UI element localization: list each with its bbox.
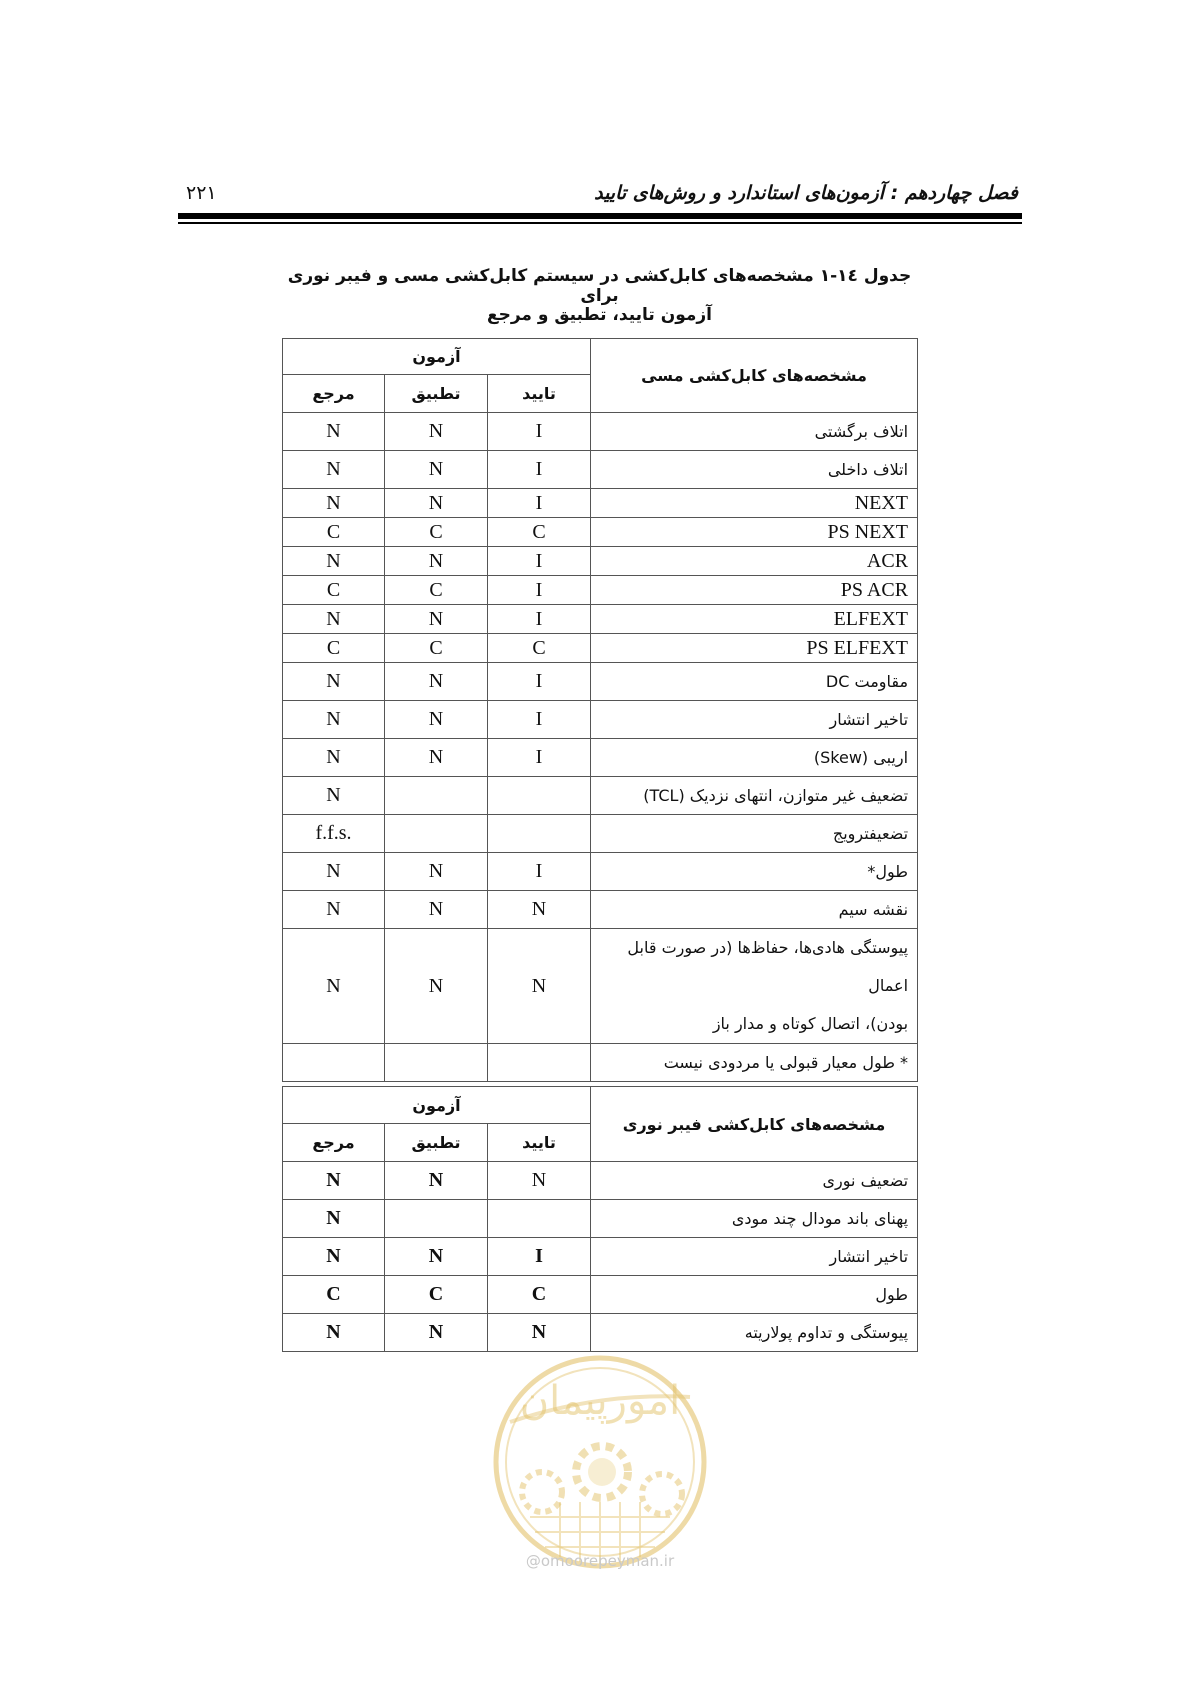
- conform-cell: [385, 815, 488, 853]
- reference-cell: f.f.s.: [283, 815, 385, 853]
- watermark-logo-text: امورپیمان: [519, 1378, 681, 1424]
- verify-cell: I: [488, 451, 591, 489]
- parameter-cell: پهنای باند مودال چند مودی: [591, 1200, 918, 1238]
- col-conform-header: تطبیق: [385, 375, 488, 413]
- conform-cell: N: [385, 1314, 488, 1352]
- header-rule-thin: [178, 222, 1022, 224]
- reference-cell: N: [283, 853, 385, 891]
- table-row: [283, 451, 918, 489]
- verify-cell: I: [488, 605, 591, 634]
- chapter-title: فصل چهاردهم : آزمون‌های استاندارد و روش‌های تایید: [594, 182, 1018, 204]
- reference-cell: N: [283, 1314, 385, 1352]
- test-group-header: آزمون: [283, 339, 591, 375]
- page-number: ۲۲۱: [186, 182, 217, 204]
- parameter-cell: تضعیف نوری: [591, 1162, 918, 1200]
- verify-cell: I: [488, 489, 591, 518]
- conform-cell: [385, 777, 488, 815]
- table-row: [283, 605, 918, 634]
- footnote-row: [283, 1044, 918, 1082]
- fiber-cabling-table: [282, 1086, 918, 1352]
- page-header: [178, 180, 1022, 210]
- table-row: [283, 489, 918, 518]
- parameter-cell: NEXT: [591, 489, 918, 518]
- table-caption-line2: آزمون تایید، تطبیق و مرجع: [486, 305, 713, 325]
- table-row: [283, 634, 918, 663]
- verify-cell: I: [488, 1238, 591, 1276]
- verify-cell: I: [488, 547, 591, 576]
- verify-cell: I: [488, 576, 591, 605]
- conform-cell: N: [385, 891, 488, 929]
- parameter-cell: تاخیر انتشار: [591, 1238, 918, 1276]
- parameter-cell: [591, 929, 918, 1044]
- conform-cell: C: [385, 576, 488, 605]
- conform-cell: N: [385, 701, 488, 739]
- reference-cell: N: [283, 1200, 385, 1238]
- table-row: [283, 853, 918, 891]
- parameter-cell: ELFEXT: [591, 605, 918, 634]
- table-row: [283, 777, 918, 815]
- conform-cell: N: [385, 1238, 488, 1276]
- conform-cell: N: [385, 739, 488, 777]
- watermark-logo: [490, 1352, 710, 1572]
- verify-cell: I: [488, 663, 591, 701]
- parameter-cell: اتلاف برگشتی: [591, 413, 918, 451]
- conform-cell: [385, 1200, 488, 1238]
- verify-cell: I: [488, 413, 591, 451]
- reference-cell: N: [283, 413, 385, 451]
- table-row: [283, 1200, 918, 1238]
- reference-cell: C: [283, 518, 385, 547]
- table-row: [283, 701, 918, 739]
- conform-cell: N: [385, 663, 488, 701]
- header-rule-thick: [178, 213, 1022, 219]
- reference-cell: C: [283, 1276, 385, 1314]
- parameter-cell: پیوستگی و تداوم پولاریته: [591, 1314, 918, 1352]
- table-row: [283, 576, 918, 605]
- verify-cell: I: [488, 701, 591, 739]
- reference-cell: N: [283, 891, 385, 929]
- footnote: * طول معیار قبولی یا مردودی نیست: [591, 1044, 918, 1082]
- table-row: [283, 1314, 918, 1352]
- parameter-cell: اتلاف داخلی: [591, 451, 918, 489]
- conform-cell: C: [385, 1276, 488, 1314]
- conform-cell: N: [385, 605, 488, 634]
- reference-cell: N: [283, 547, 385, 576]
- col-reference-header: مرجع: [283, 375, 385, 413]
- reference-cell: N: [283, 663, 385, 701]
- reference-cell: N: [283, 1162, 385, 1200]
- parameter-cell: طول*: [591, 853, 918, 891]
- parameter-cell: مقاومت DC: [591, 663, 918, 701]
- table-row: [283, 1276, 918, 1314]
- copper-table-title: مشخصه‌های کابل‌کشی مسی: [591, 339, 918, 413]
- reference-cell: N: [283, 777, 385, 815]
- parameter-cell: اریبی (Skew): [591, 739, 918, 777]
- col-verify-header: تایید: [488, 375, 591, 413]
- verify-cell: N: [488, 891, 591, 929]
- table-row: [283, 1238, 918, 1276]
- parameter-cell: تضعیف غیر متوازن، انتهای نزدیک (TCL): [591, 777, 918, 815]
- table-row: [283, 663, 918, 701]
- conform-cell: N: [385, 413, 488, 451]
- reference-cell: C: [283, 576, 385, 605]
- verify-cell: I: [488, 853, 591, 891]
- col-conform-header: تطبیق: [385, 1124, 488, 1162]
- parameter-cell: تاخیر انتشار: [591, 701, 918, 739]
- verify-cell: [488, 815, 591, 853]
- test-group-header: آزمون: [283, 1087, 591, 1124]
- conform-cell: C: [385, 518, 488, 547]
- verify-cell: [488, 1200, 591, 1238]
- col-reference-header: مرجع: [283, 1124, 385, 1162]
- parameter-line-2: بودن)، اتصال کوتاه و مدار باز: [712, 1014, 909, 1033]
- hammer-icon: [642, 1474, 682, 1514]
- conform-cell: N: [385, 853, 488, 891]
- watermark-url: @omoorepeyman.ir: [525, 1552, 675, 1570]
- table-row: [283, 413, 918, 451]
- table-row: [283, 739, 918, 777]
- table-caption-line1: جدول ١٤-١ مشخصه‌های کابل‌کشی در سیستم کابل‌کشی مسی و فیبر نوری برای: [287, 266, 912, 306]
- reference-cell: N: [283, 489, 385, 518]
- parameter-cell: PS ACR: [591, 576, 918, 605]
- parameter-cell: تضعیفترویج: [591, 815, 918, 853]
- verify-cell: N: [488, 1314, 591, 1352]
- verify-cell: N: [488, 1162, 591, 1200]
- fiber-table-title: مشخصه‌های کابل‌کشی فیبر نوری: [591, 1087, 918, 1162]
- parameter-cell: PS NEXT: [591, 518, 918, 547]
- conform-cell: N: [385, 489, 488, 518]
- conform-cell: C: [385, 634, 488, 663]
- conform-cell: N: [385, 1162, 488, 1200]
- verify-cell: N: [488, 929, 591, 1044]
- reference-cell: N: [283, 929, 385, 1044]
- table-row: [283, 929, 918, 1044]
- verify-cell: I: [488, 739, 591, 777]
- gear-icon: [576, 1446, 628, 1498]
- table-row: [283, 518, 918, 547]
- reference-cell: N: [283, 1238, 385, 1276]
- parameter-cell: ACR: [591, 547, 918, 576]
- reference-cell: N: [283, 605, 385, 634]
- table-row: [283, 891, 918, 929]
- reference-cell: C: [283, 634, 385, 663]
- conform-cell: N: [385, 929, 488, 1044]
- reference-cell: N: [283, 451, 385, 489]
- verify-cell: [488, 777, 591, 815]
- parameter-cell: PS ELFEXT: [591, 634, 918, 663]
- reference-cell: N: [283, 701, 385, 739]
- table-row: [283, 547, 918, 576]
- parameter-line-1: پیوستگی هادی‌ها، حفاظ‌ها (در صورت قابل اعمال: [627, 938, 909, 995]
- table-row: [283, 1162, 918, 1200]
- verify-cell: C: [488, 518, 591, 547]
- conform-cell: N: [385, 451, 488, 489]
- parameter-cell: نقشه سیم: [591, 891, 918, 929]
- scales-icon: [522, 1472, 562, 1512]
- copper-cabling-table: [282, 338, 918, 1082]
- parameter-cell: طول: [591, 1276, 918, 1314]
- verify-cell: C: [488, 1276, 591, 1314]
- reference-cell: N: [283, 739, 385, 777]
- conform-cell: N: [385, 547, 488, 576]
- table-row: [283, 815, 918, 853]
- col-verify-header: تایید: [488, 1124, 591, 1162]
- verify-cell: C: [488, 634, 591, 663]
